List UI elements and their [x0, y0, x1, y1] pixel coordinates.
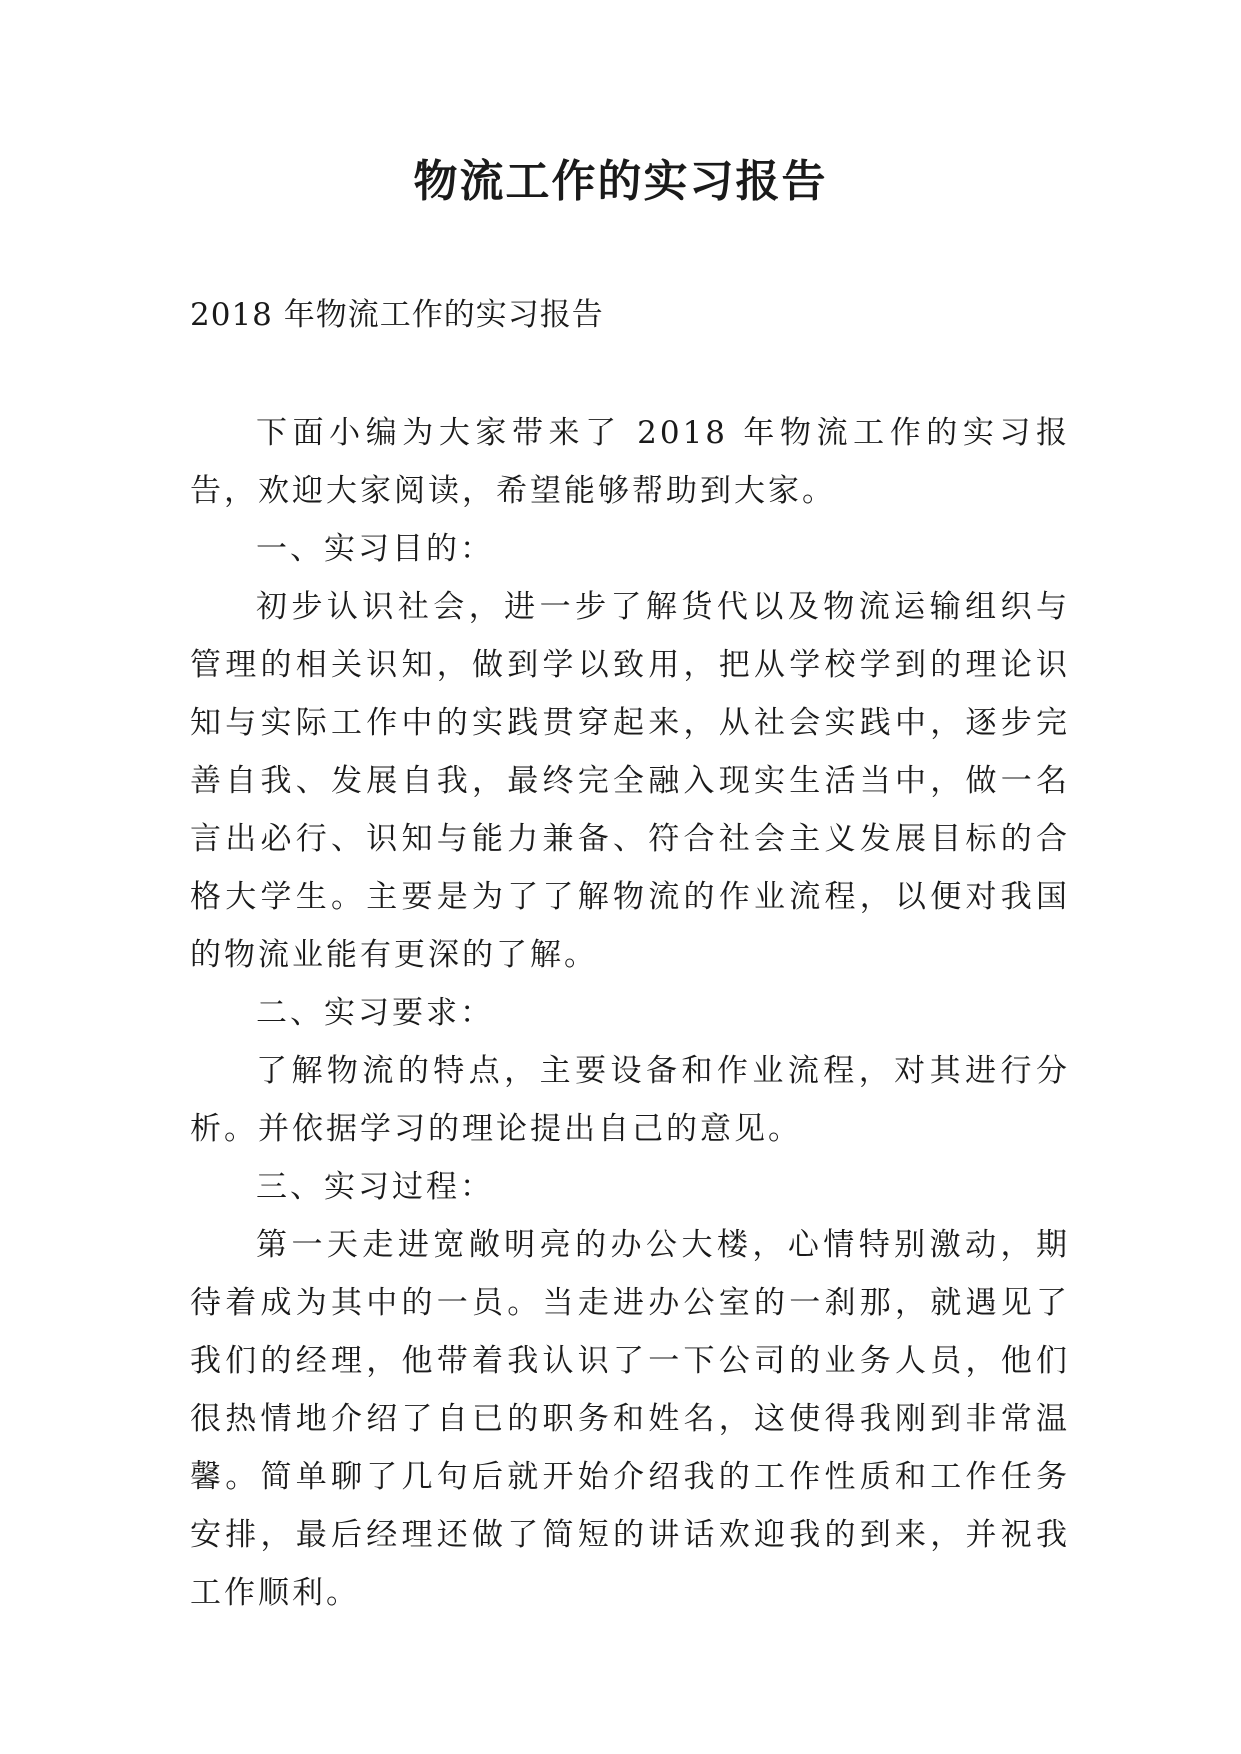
document-body — [190, 404, 1070, 1622]
document-title: 物流工作的实习报告 — [413, 156, 828, 207]
paragraph-intro: 下面小编为大家带来了 2018 年物流工作的实习报告，欢迎大家阅读，希望能够帮助到大家。 — [190, 415, 1070, 509]
paragraph-purpose: 初步认识社会，进一步了解货代以及物流运输组织与管理的相关识知，做到学以致用，把从学校学到的理论识知与实际工作中的实践贯穿起来，从社会实践中，逐步完善自我、发展自我，最终完全融入现实生活当中，做一名言出必行、识知与能力兼备、符合社会主义发展目标的合格大学生。主要是为了了解物流的作业流程，以便对我国的物流业能有更深的了解。 — [190, 589, 1070, 973]
paragraph-process: 第一天走进宽敞明亮的办公大楼，心情特别激动，期待着成为其中的一员。当走进办公室的一刹那，就遇见了我们的经理，他带着我认识了一下公司的业务人员，他们很热情地介绍了自已的职务和姓名，这使得我刚到非常温馨。简单聊了几句后就开始介绍我的工作性质和工作任务安排，最后经理还做了简短的讲话欢迎我的到来，并祝我工作顺利。 — [190, 1227, 1070, 1611]
paragraph-requirements: 了解物流的特点，主要设备和作业流程，对其进行分析。并依据学习的理论提出自己的意见。 — [190, 1053, 1070, 1147]
heading-requirements: 二、实习要求： — [256, 995, 494, 1031]
heading-purpose: 一、实习目的： — [256, 531, 494, 567]
heading-process: 三、实习过程： — [256, 1169, 494, 1205]
document-subtitle: 2018 年物流工作的实习报告 — [190, 297, 604, 333]
